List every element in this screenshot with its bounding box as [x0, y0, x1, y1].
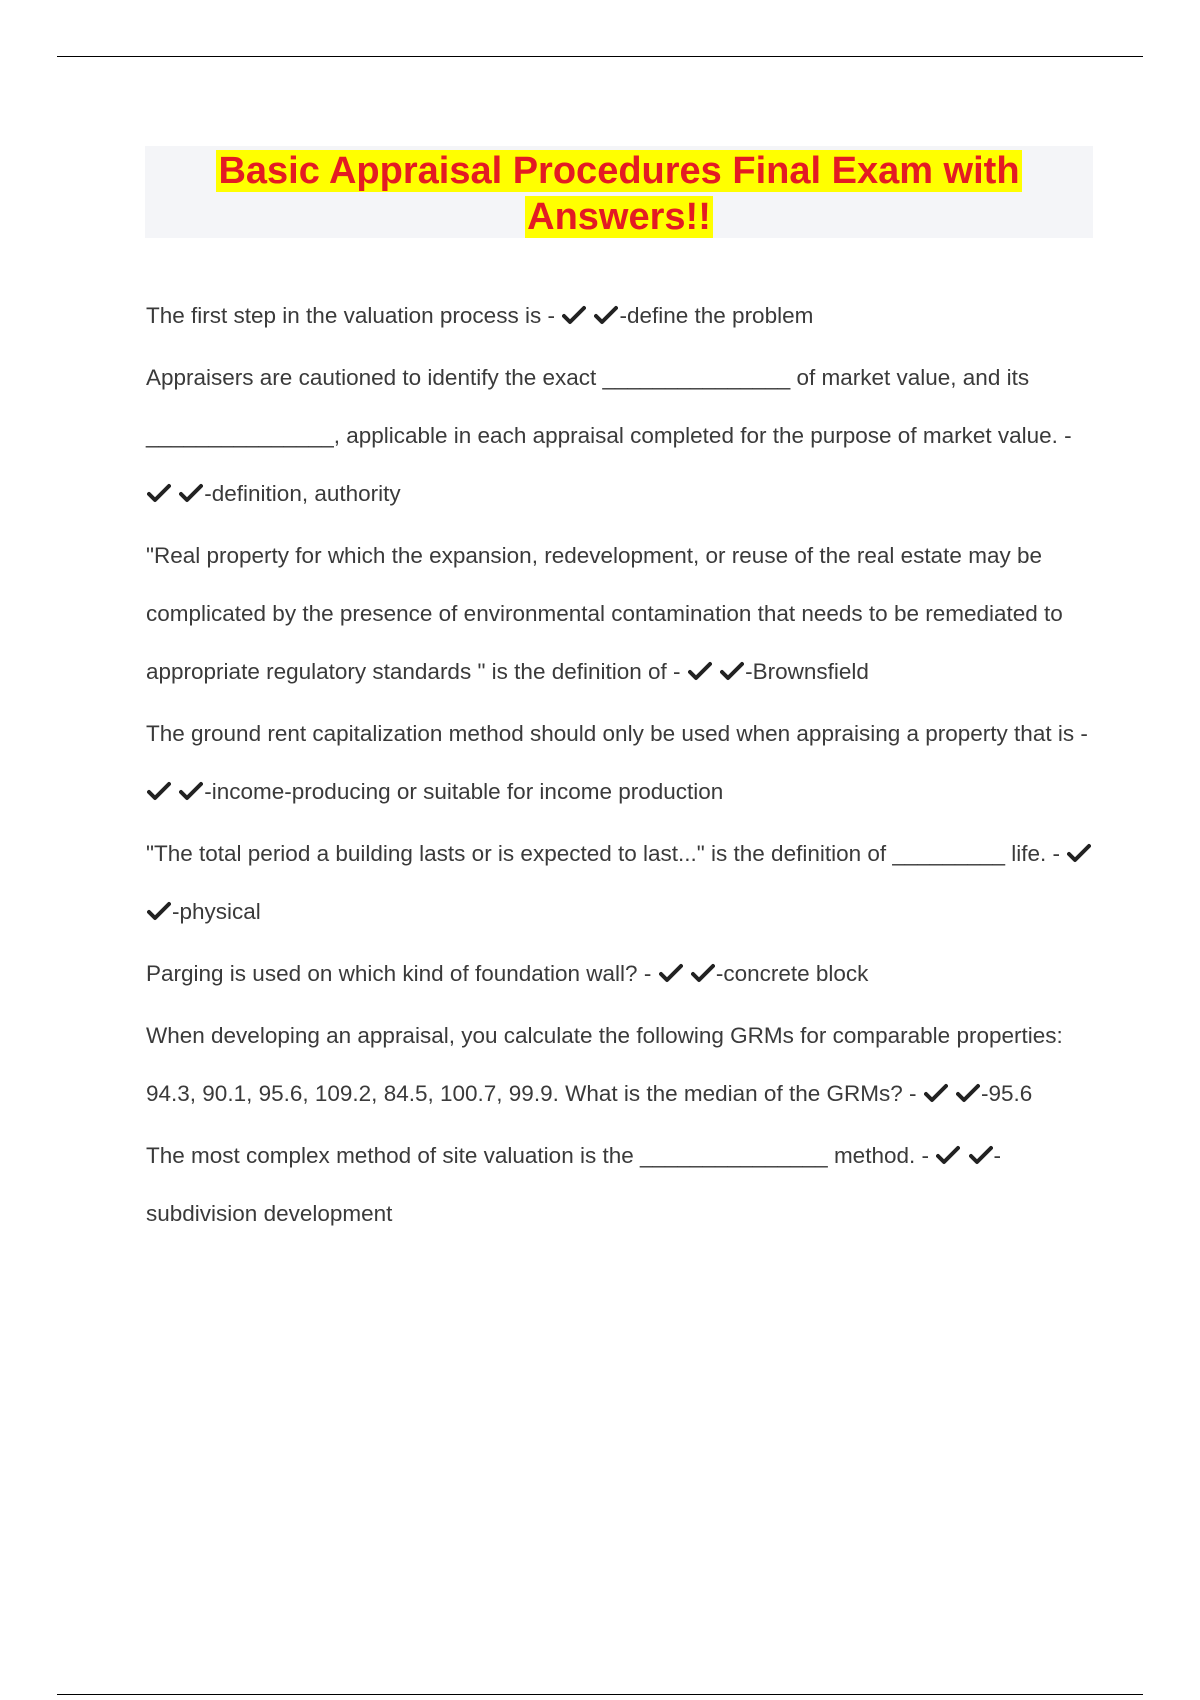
answer-text: define the problem	[626, 303, 814, 328]
qa-item: The ground rent capitalization method should only be used when appraising a property that is - -income-producing or suitable for income production	[146, 721, 1088, 804]
answer-text: concrete block	[723, 961, 869, 986]
qa-item: Appraisers are cautioned to identify the exact _______________ of market value, and its _______________, applicable in each appraisal completed for the purpose of market value. - -definition, authority	[146, 365, 1072, 506]
qa-list	[146, 287, 1094, 1247]
check-icon	[688, 660, 712, 682]
check-icon	[924, 1082, 948, 1104]
question-text: When developing an appraisal, you calculate the following GRMs for comparable properties: 94.3, 90.1, 95.6, 109.2, 84.5, 100.7, 99.9. What is the median of the GRMs?	[146, 1023, 1063, 1106]
check-icon	[1067, 842, 1091, 864]
question-text: The first step in the valuation process is	[146, 303, 542, 328]
check-icon	[147, 482, 171, 504]
check-icon	[147, 900, 171, 922]
check-icon	[936, 1144, 960, 1166]
question-text: Parging is used on which kind of foundation wall?	[146, 961, 638, 986]
answer-text: Brownsfield	[752, 659, 869, 684]
question-text: "Real property for which the expansion, redevelopment, or reuse of the real estate may be complicated by the presence of environmental contamination that needs to be remediated to appropriate regulatory standards " is the definition of	[146, 543, 1063, 684]
qa-item: "The total period a building lasts or is expected to last..." is the definition of _________ life. - -physical	[146, 825, 1094, 941]
qa-item: Parging is used on which kind of foundation wall? - -concrete block	[146, 961, 869, 986]
qa-item: The most complex method of site valuation is the _______________ method. - -subdivision development	[146, 1143, 1002, 1226]
check-icon	[969, 1144, 993, 1166]
check-icon	[691, 962, 715, 984]
header-rule	[57, 56, 1143, 57]
answer-text: 95.6	[988, 1081, 1033, 1106]
check-icon	[956, 1082, 980, 1104]
answer-text: subdivision development	[146, 1201, 393, 1226]
qa-item: "Real property for which the expansion, redevelopment, or reuse of the real estate may be complicated by the presence of environmental contamination that needs to be remediated to appropriate regulatory standards " is the definition of - -Brownsfield	[146, 543, 1063, 684]
question-text: "The total period a building lasts or is expected to last..." is the definition of _________ life.	[146, 841, 1047, 866]
answer-text: physical	[179, 899, 261, 924]
title-banner	[145, 146, 1093, 238]
check-icon	[720, 660, 744, 682]
question-text: The ground rent capitalization method should only be used when appraising a property that is	[146, 721, 1075, 746]
page-title	[145, 146, 1093, 240]
check-icon	[179, 780, 203, 802]
check-icon	[147, 780, 171, 802]
footer-rule	[57, 1694, 1143, 1695]
check-icon	[562, 304, 586, 326]
answer-text: definition, authority	[211, 481, 401, 506]
qa-item: When developing an appraisal, you calculate the following GRMs for comparable properties: 94.3, 90.1, 95.6, 109.2, 84.5, 100.7, 99.9. What is the median of the GRMs? - -95.6	[146, 1023, 1063, 1106]
check-icon	[659, 962, 683, 984]
check-icon	[179, 482, 203, 504]
page-title-text: Basic Appraisal Procedures Final Exam with Answers!!	[218, 150, 1020, 238]
check-icon	[594, 304, 618, 326]
question-text: The most complex method of site valuation is the _______________ method.	[146, 1143, 916, 1168]
qa-item: The first step in the valuation process is - -define the problem	[146, 303, 814, 328]
question-text: Appraisers are cautioned to identify the exact _______________ of market value, and its _______________, applicable in each appraisal completed for the purpose of market value.	[146, 365, 1058, 448]
answer-text: income-producing or suitable for income production	[211, 779, 724, 804]
